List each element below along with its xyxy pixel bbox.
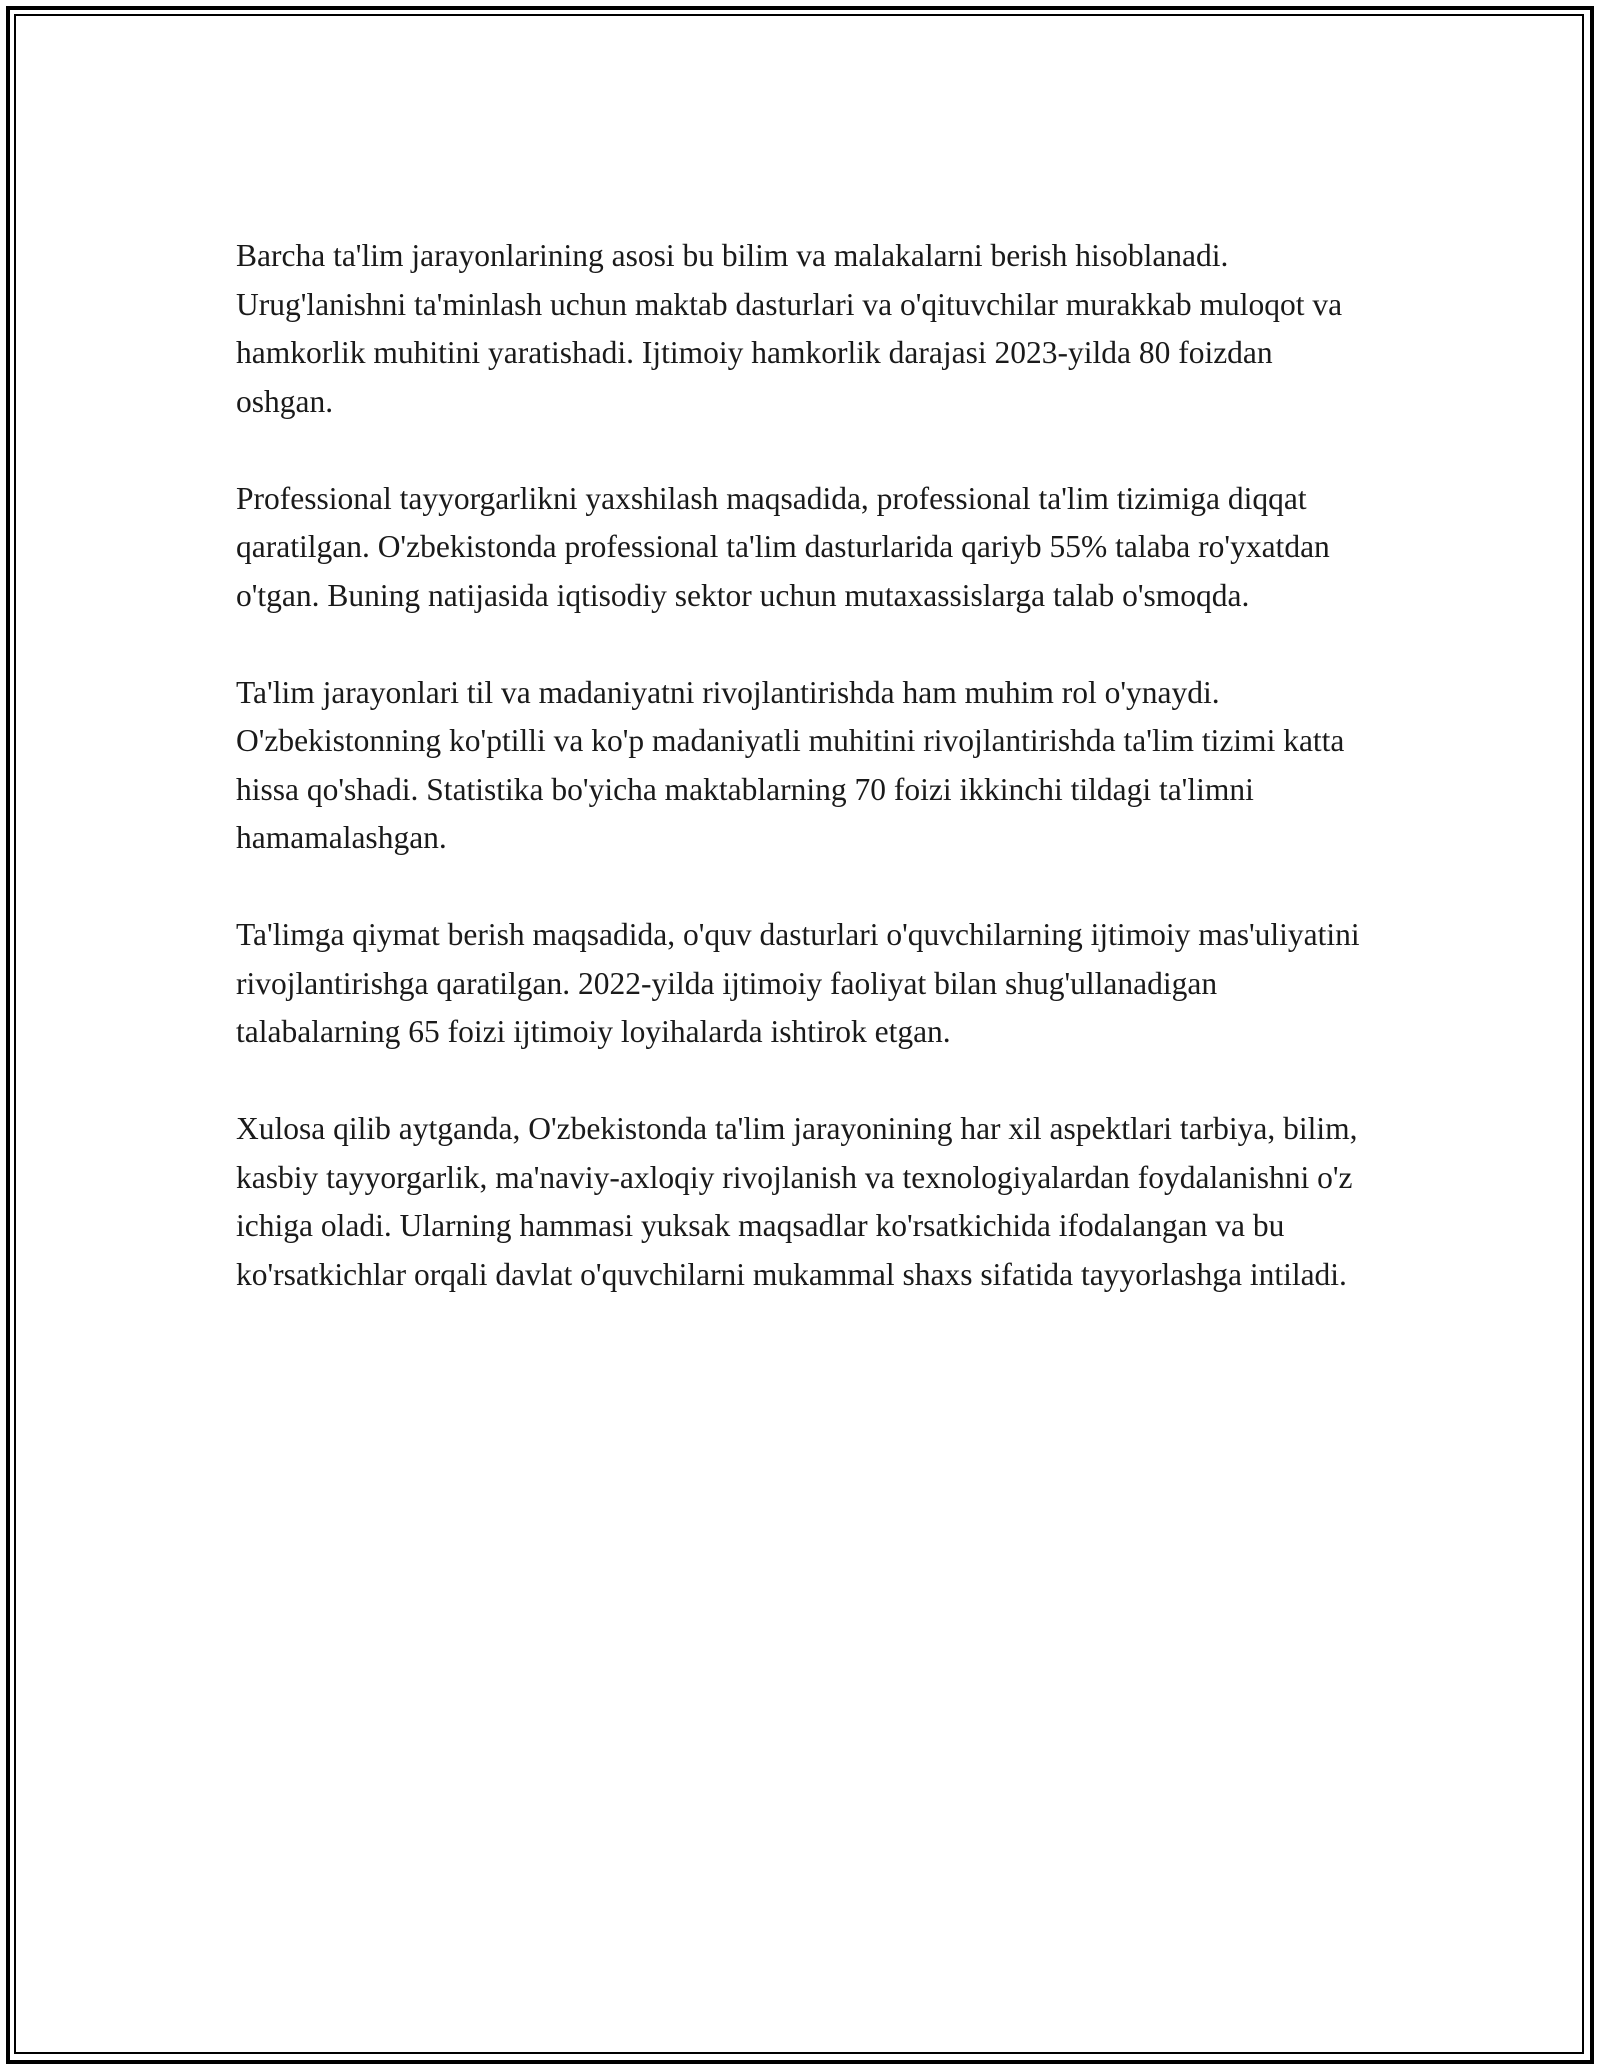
paragraph-4: Ta'limga qiymat berish maqsadida, o'quv dasturlari o'quvchilarning ijtimoiy mas'uliyatini rivojlantirishga qaratilgan. 2022-yilda ijtimoiy faoliyat bilan shug'ullanadigan talabalarning 65 foizi ijtimoiy loyihalarda ishtirok etgan.: [236, 917, 1360, 1049]
paragraph-5: Xulosa qilib aytganda, O'zbekistonda ta'lim jarayonining har xil aspektlari tarbiya, bilim, kasbiy tayyorgarlik, ma'naviy-axloqiy rivojlanish va texnologiyalardan foydalanishni o'z ichiga oladi. Ularning hammasi yuksak maqsadlar ko'rsatkichida ifodalangan va bu ko'rsatkichlar orqali davlat o'quvchilarni mukammal shaxs sifatida tayyorlashga intiladi.: [236, 1111, 1358, 1292]
document-body: [236, 232, 1366, 1348]
paragraph-3: Ta'lim jarayonlari til va madaniyatni rivojlantirishda ham muhim rol o'ynaydi. O'zbekistonning ko'ptilli va ko'p madaniyatli muhitini rivojlantirishda ta'lim tizimi katta hissa qo'shadi. Statistika bo'yicha maktablarning 70 foizi ikkinchi tildagi ta'limni hamamalashgan.: [236, 674, 1345, 855]
paragraph-1: Barcha ta'lim jarayonlarining asosi bu bilim va malakalarni berish hisoblanadi. Urug'lanishni ta'minlash uchun maktab dasturlari va o'qituvchilar murakkab muloqot va hamkorlik muhitini yaratishadi. Ijtimoiy hamkorlik darajasi 2023-yilda 80 foizdan oshgan.: [236, 238, 1343, 419]
paragraph-2: Professional tayyorgarlikni yaxshilash maqsadida, professional ta'lim tizimiga diqqat qaratilgan. O'zbekistonda professional ta'lim dasturlarida qariyb 55% talaba ro'yxatdan o'tgan. Buning natijasida iqtisodiy sektor uchun mutaxassislarga talab o'smoqda.: [236, 480, 1330, 613]
